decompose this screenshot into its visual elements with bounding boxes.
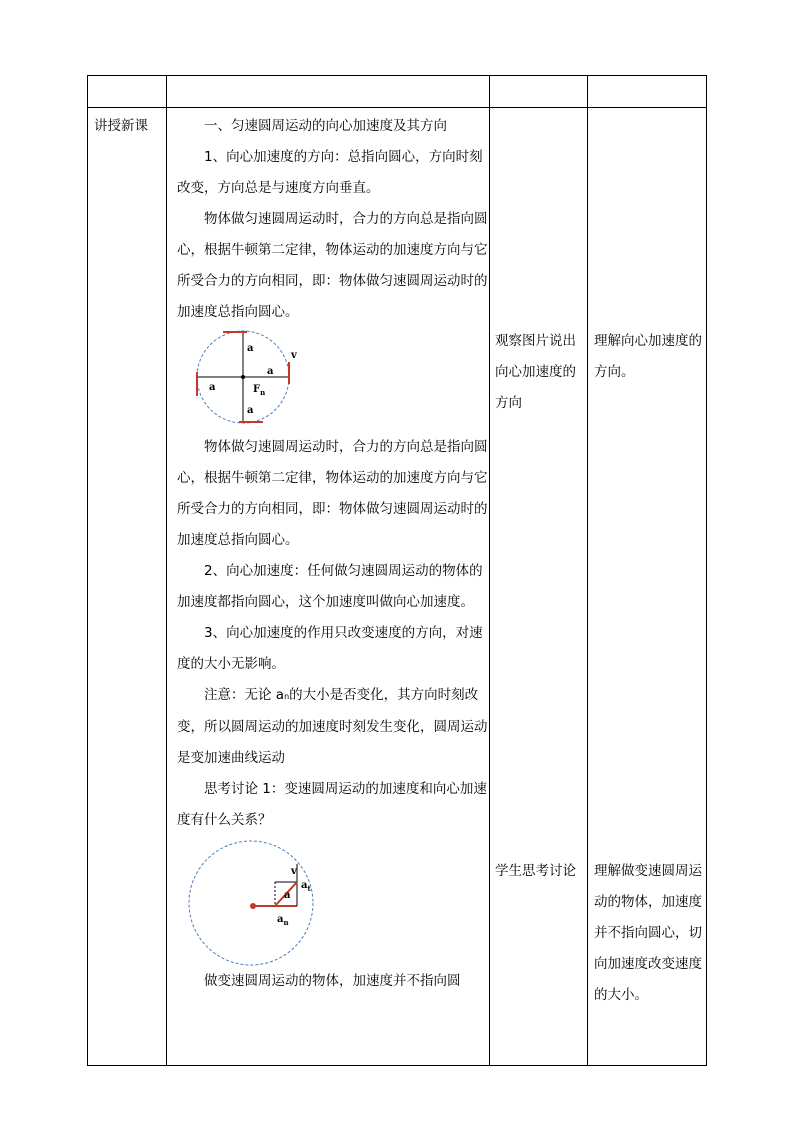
content-paragraph: 思考讨论 1：变速圆周运动的加速度和向心加速度有什么关系？: [177, 781, 487, 828]
content-paragraph: 做变速圆周运动的物体，加速度并不指向圆: [204, 973, 461, 989]
header-row-divider: [88, 107, 706, 108]
teaching-content: [177, 111, 495, 997]
figure-label: a: [209, 382, 216, 393]
design-intent: 理解向心加速度的方向。: [594, 333, 702, 380]
figure-label: v: [291, 866, 297, 877]
content-paragraph: 1、向心加速度的方向：总指向圆心，方向时刻改变，方向总是与速度方向垂直。: [177, 149, 483, 196]
figure-label: a: [267, 366, 274, 377]
figure-label: a: [247, 405, 254, 416]
column-divider: [166, 76, 167, 1065]
content-heading: 一、匀速圆周运动的向心加速度及其方向: [204, 118, 447, 134]
variable-circular-motion-figure: [187, 836, 317, 966]
student-activity: 观察图片说出向心加速度的方向: [495, 333, 576, 411]
figure-label: $a_n$: [277, 914, 289, 927]
content-paragraph: 物体做匀速圆周运动时，合力的方向总是指向圆心，根据牛顿第二定律，物体运动的加速度方向与它所受合力的方向相同，即：物体做匀速圆周运动时的加速度总指向圆心。: [177, 211, 488, 320]
uniform-circular-motion-figure: [187, 328, 297, 432]
figure-label: $F_n$: [253, 384, 266, 397]
design-intent: 理解做变速圆周运动的物体，加速度并不指向圆心，切向加速度改变速度的大小。: [594, 863, 702, 1003]
content-paragraph: 注意：无论 an的大小是否变化，其方向时刻改变，所以圆周运动的加速度时刻发生变化，圆周运动是变加速曲线运动: [177, 687, 488, 766]
figure-label: a: [284, 890, 291, 901]
lesson-table: [87, 75, 707, 1066]
content-paragraph: 物体做匀速圆周运动时，合力的方向总是指向圆心，根据牛顿第二定律，物体运动的加速度方向与它所受合力的方向相同，即：物体做匀速圆周运动时的加速度总指向圆心。: [177, 439, 488, 548]
figure-label: v: [291, 350, 297, 361]
section-label: 讲授新课: [94, 118, 148, 134]
column-divider: [587, 76, 588, 1065]
content-paragraph: 2、向心加速度：任何做匀速圆周运动的物体的加速度都指向圆心，这个加速度叫做向心加速度。: [177, 563, 483, 610]
figure-label: a: [247, 343, 254, 354]
figure-label: $a_t$: [301, 880, 311, 893]
content-paragraph: 3、向心加速度的作用只改变速度的方向，对速度的大小无影响。: [177, 625, 483, 672]
student-activity: 学生思考讨论: [495, 863, 576, 879]
